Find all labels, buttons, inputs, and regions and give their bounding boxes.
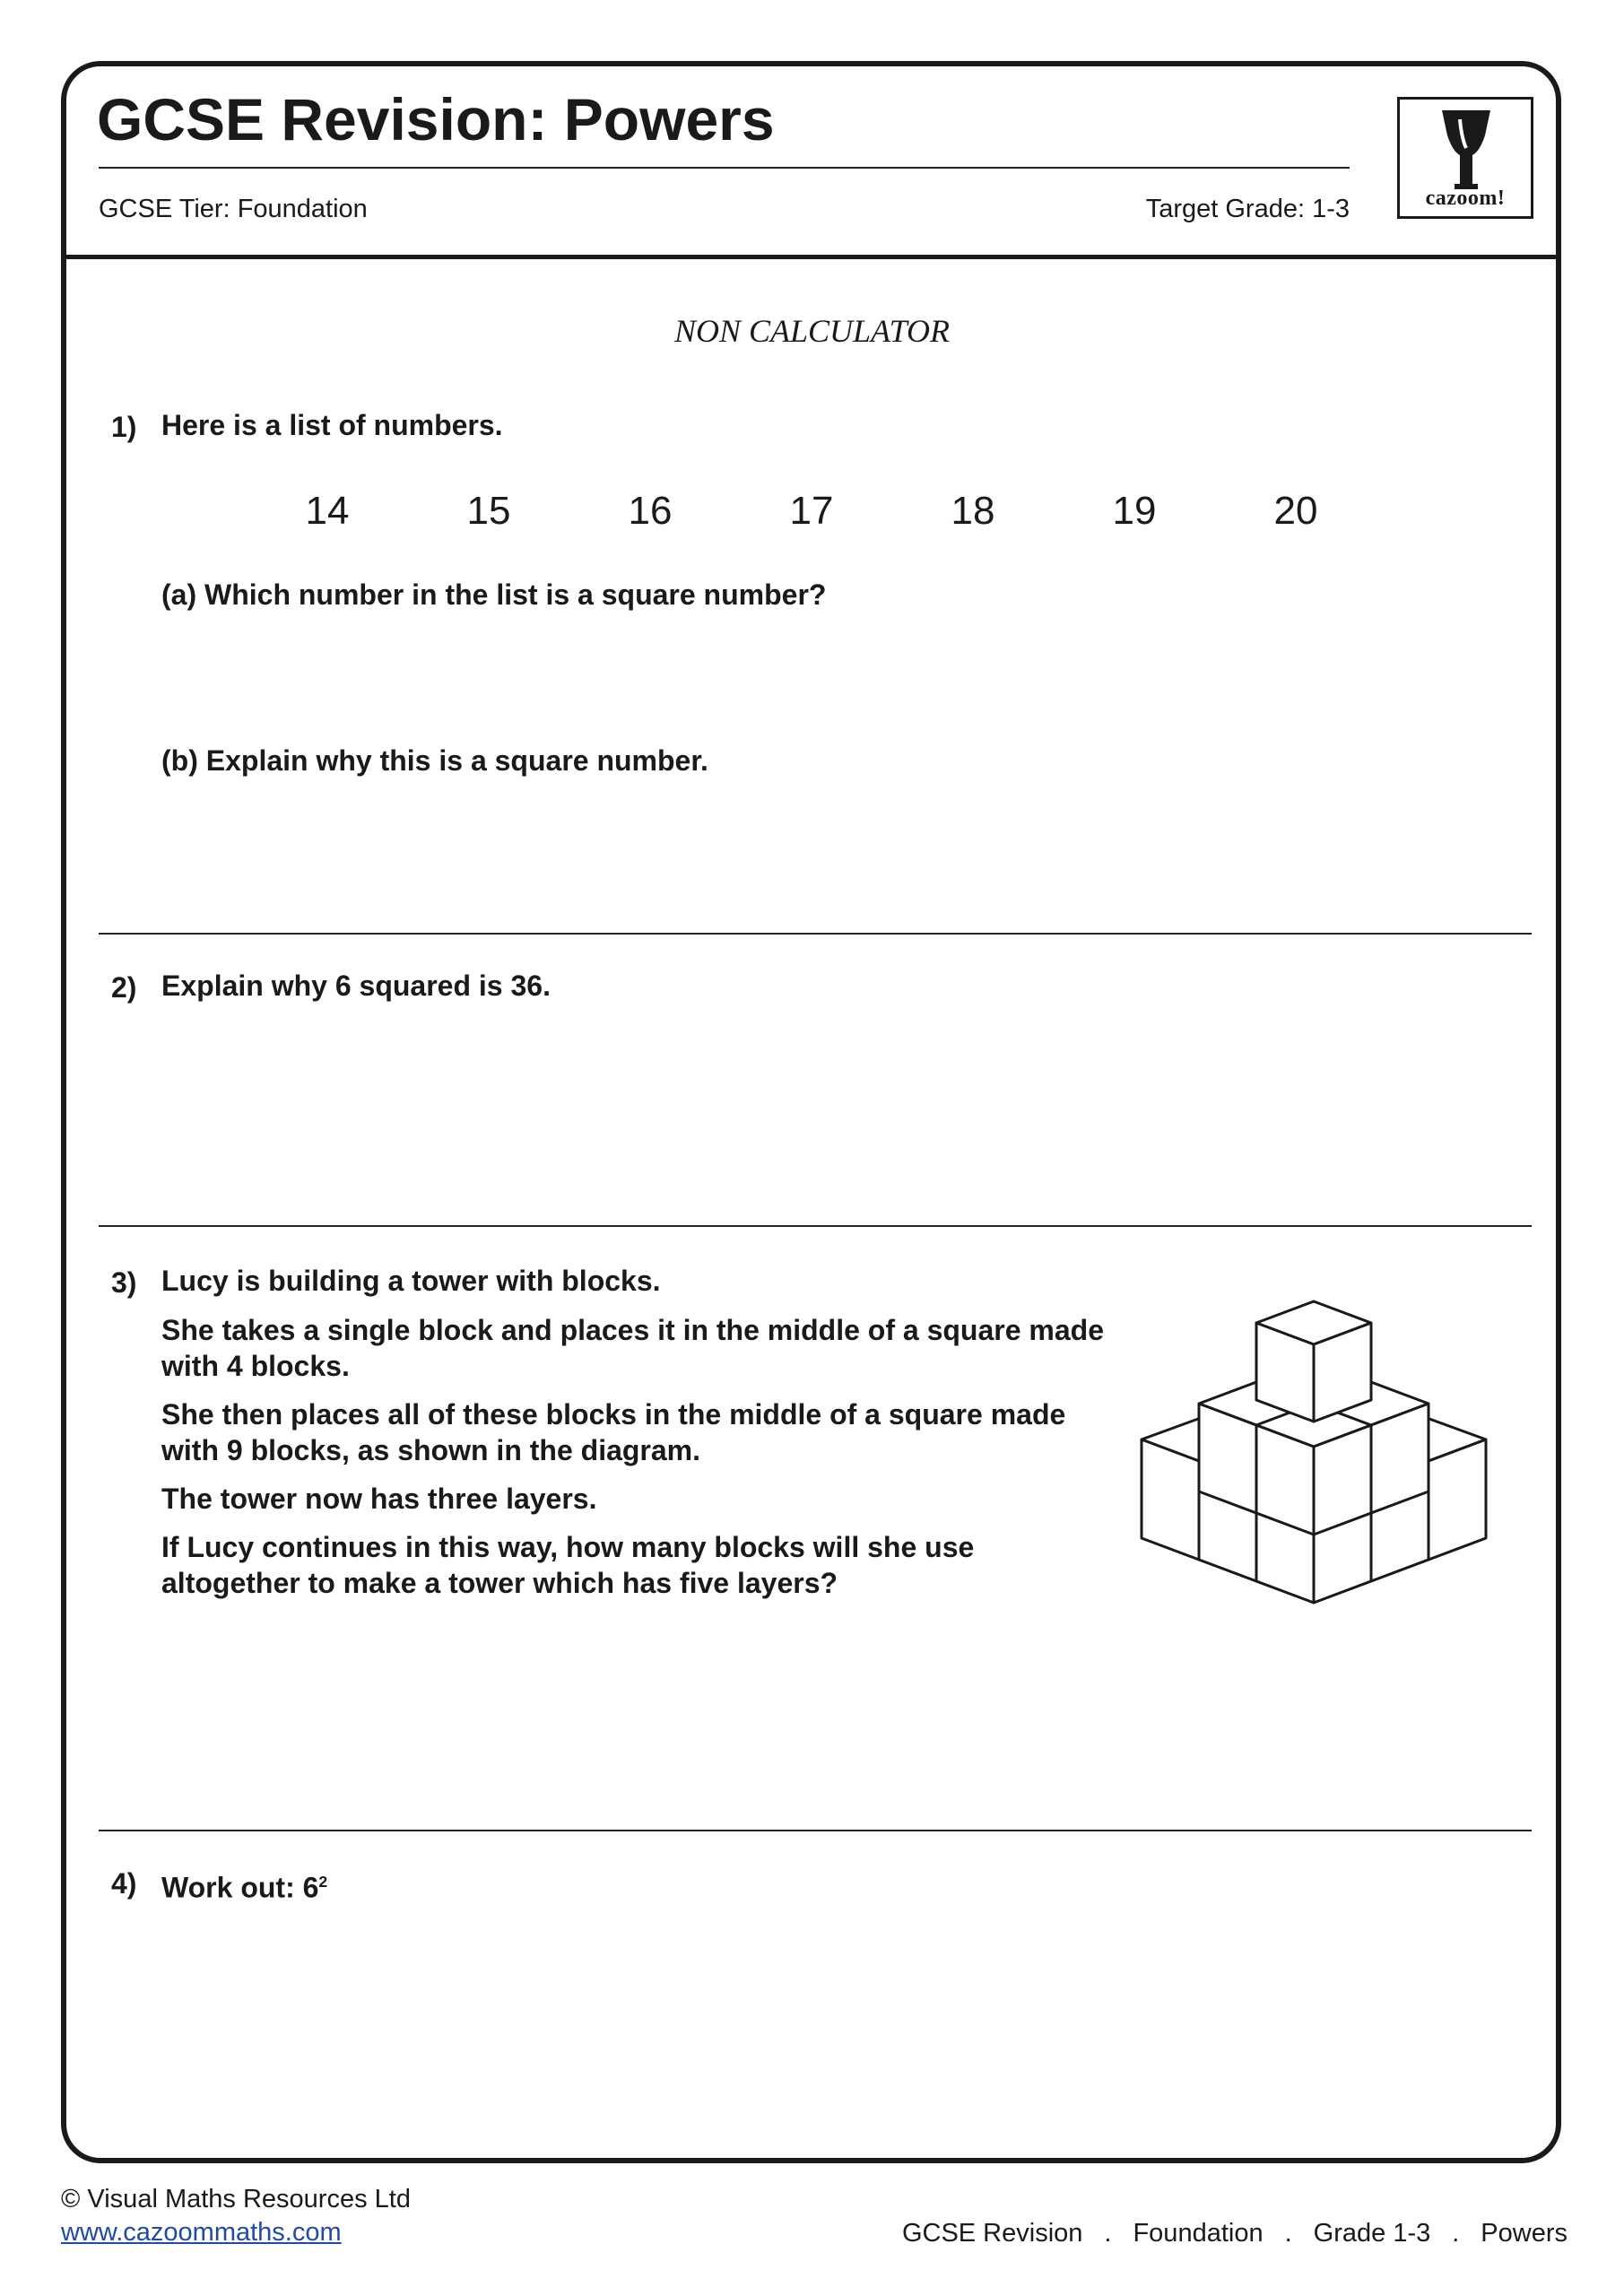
- footer-breadcrumb: [902, 2219, 1568, 2248]
- footer-separator: .: [1284, 2219, 1292, 2248]
- block-tower-diagram: [1134, 1269, 1493, 1610]
- q3-line: She takes a single block and places it in the middle of a square made with 4 blocks.: [161, 1314, 1104, 1382]
- footer-item: GCSE Revision: [901, 2219, 1083, 2248]
- non-calculator-label: NON CALCULATOR: [673, 313, 951, 349]
- footer-separator: .: [1452, 2219, 1460, 2248]
- q1-part-a: (a) Which number in the list is a square number?: [161, 578, 827, 611]
- q2-text: Explain why 6 squared is 36.: [161, 970, 551, 1002]
- q3-line: The tower now has three layers.: [161, 1483, 597, 1515]
- footer-item: Powers: [1481, 2219, 1568, 2248]
- q1-part-b: (b) Explain why this is a square number.: [161, 744, 708, 777]
- cazoom-logo: [1397, 97, 1533, 219]
- footer-item: Foundation: [1133, 2219, 1264, 2248]
- list-number: 17: [789, 489, 834, 533]
- q3-body: [161, 1312, 1112, 1613]
- q2-number: 2): [111, 971, 137, 1004]
- title-rule: [99, 167, 1350, 169]
- page-frame: [61, 61, 1561, 2163]
- section-divider: [99, 933, 1532, 935]
- website-link[interactable]: www.cazoommaths.com: [61, 2218, 342, 2247]
- section-divider: [99, 1225, 1532, 1227]
- trophy-icon: [1440, 109, 1492, 191]
- list-number: 16: [628, 489, 673, 533]
- list-number: 20: [1273, 489, 1318, 533]
- list-number: 19: [1112, 489, 1157, 533]
- q1-number: 1): [111, 411, 137, 443]
- tier-label: GCSE Tier: Foundation: [99, 195, 368, 223]
- q4-exponent: 2: [318, 1873, 328, 1891]
- target-grade-label: Target Grade: 1-3: [1145, 195, 1350, 223]
- q4-text: [161, 1864, 327, 1906]
- q4-base: Work out: 6: [161, 1871, 319, 1904]
- q1-text: Here is a list of numbers.: [161, 409, 503, 441]
- list-number: 15: [466, 489, 511, 533]
- logo-text: cazoom!: [1425, 187, 1506, 210]
- footer-separator: .: [1104, 2219, 1112, 2248]
- footer-item: Grade 1-3: [1313, 2219, 1431, 2248]
- q3-number: 3): [111, 1266, 137, 1299]
- q4-number: 4): [111, 1867, 137, 1900]
- list-number: 18: [951, 489, 995, 533]
- q3-line: Lucy is building a tower with blocks.: [161, 1265, 661, 1297]
- header-divider: [66, 255, 1556, 259]
- page-title: GCSE Revision: Powers: [97, 86, 775, 152]
- section-divider: [99, 1830, 1532, 1831]
- q3-line: If Lucy continues in this way, how many blocks will she use altogether to make a tower which has five layers?: [161, 1531, 975, 1599]
- copyright: © Visual Maths Resources Ltd: [61, 2185, 411, 2213]
- list-number: 14: [305, 489, 350, 533]
- q3-line: She then places all of these blocks in the middle of a square made with 9 blocks, as shown in the diagram.: [161, 1398, 1066, 1466]
